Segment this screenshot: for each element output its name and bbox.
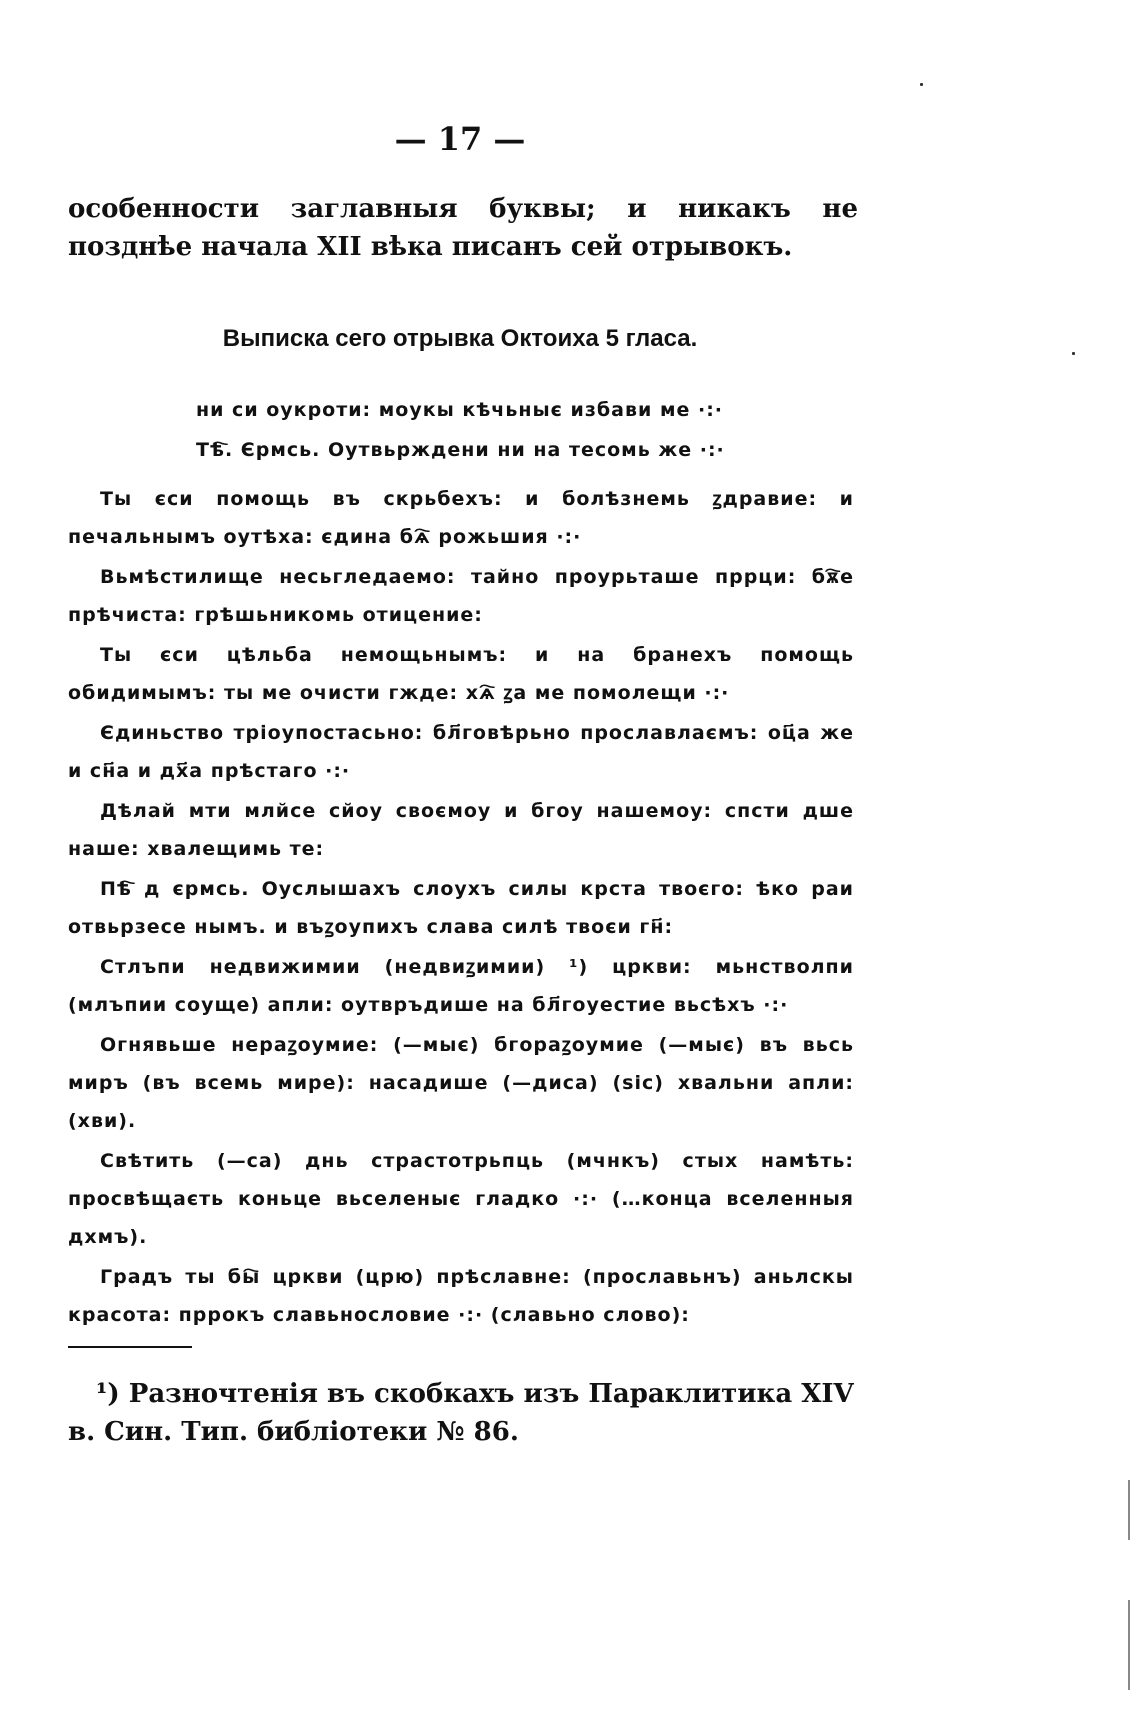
text-paragraph: Дѣлай мти млйсе сйоу своємоу и бгоу нашемоу: спсти дше наше: хвалещимь те:	[68, 800, 854, 860]
text-paragraph: Вьмѣстилище несьгледаемо: тайно проурьташе пррци: бѫ҇е прѣчиста: грѣшьникомь отицение:	[68, 566, 854, 626]
slavonic-text-block	[68, 480, 854, 1336]
text-paragraph: Єдиньство тріоупостасьно: бл҃говѣрьно прославлаємъ: оц҃а же и сн҃а и дх҃а прѣстаго ·:·	[68, 722, 854, 782]
slavonic-sample	[196, 390, 776, 470]
scan-speck	[920, 83, 923, 86]
intro-text: особенности заглавныя буквы; и никакъ не позднѣе начала XII вѣка писанъ сей отрывокъ.	[68, 194, 858, 262]
footnote-marker: ¹)	[96, 1379, 120, 1409]
text-paragraph: Свѣтить (—са) днь страстотрьпць (мчнкъ) стых намѣть: просвѣщаєть коньце вьселеныє гладко ·:· (…конца вселенныя дхмъ).	[68, 1150, 854, 1248]
text-paragraph: Огнявьше нераꙁоумие: (—мыє) бгораꙁоумие (—мыє) въ вьсь миръ (въ всемь мире): насадише (—диса) (sic) хвальни апли: (хви).	[68, 1034, 854, 1132]
sample-line: ни си оукроти: моукы кѣчьныє избави ме ·:·	[196, 399, 724, 421]
footnote-text: Разночтенія въ скобкахъ изъ Параклитика XIV в. Син. Тип. библіотеки № 86.	[68, 1379, 854, 1447]
text-paragraph: Градъ ты бы҇ цркви (црю) прѣславне: (прославьнъ) аньлскы красота: пррокъ славьнословие ·:· (славьно слово):	[68, 1266, 854, 1326]
text-paragraph: Ты єси цѣльба немощьнымъ: и на бранехъ помощь обидимымъ: ты ме очисти гжде: хѧ҇ ꙁа ме помолещи ·:·	[68, 644, 854, 704]
scan-edge-mark	[1128, 1600, 1130, 1690]
sample-line: Тѣ҇. Єрмсь. Оутвьрждени ни на тесомь же ·:·	[196, 439, 725, 461]
text-paragraph: Пѣ҇ д єрмсь. Оуслышахъ слоухъ силы крста твоєго: ѣко раи отвьрзесе нымъ. и въꙁоупихъ слава силѣ твоєи гн҃:	[68, 878, 854, 938]
text-paragraph: Стлъпи недвижимии (недвиꙁимии) ¹) цркви: мьнстволпи (млъпии соуще) апли: оутвръдише на бл҃гоуестие вьсѣхъ ·:·	[68, 956, 854, 1016]
footnote-divider	[68, 1346, 192, 1348]
intro-paragraph	[68, 190, 858, 266]
section-heading: Выписка сего отрывка Октоиха 5 гласа.	[222, 325, 698, 352]
text-paragraph: Ты єси помощь въ скрьбехъ: и болѣзнемь ꙁдравие: и печальнымъ оутѣха: єдина бѧ҇ рожьшия ·:·	[68, 488, 854, 548]
scan-speck	[1072, 352, 1075, 355]
page-number: — 17 —	[394, 120, 526, 158]
footnote	[68, 1375, 858, 1451]
scan-edge-mark	[1128, 1480, 1130, 1540]
